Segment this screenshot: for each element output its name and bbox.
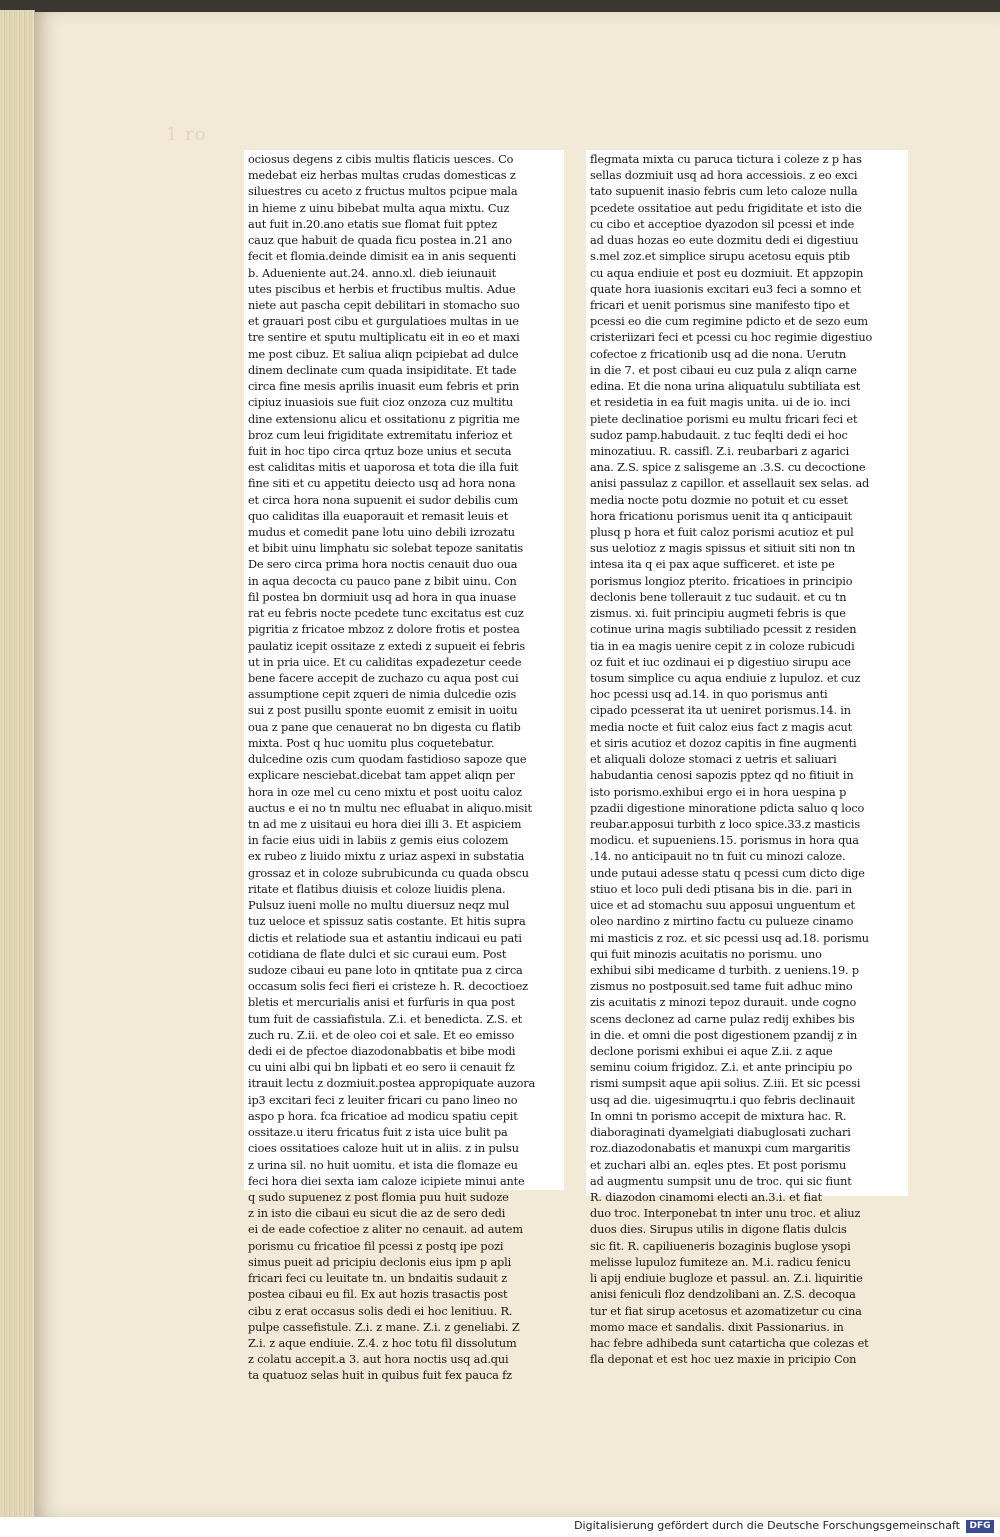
text-line: sui z post pusillu sponte euomit z emisit in uoitu [248,704,518,718]
text-line: duo troc. Interponebat tn inter unu troc. et aliuz [590,1207,861,1221]
text-line: auctus e ei no tn multu nec efluabat in aliquo.misit [248,801,532,815]
text-line: flegmata mixta cu paruca tictura i coleze z p has [590,153,862,166]
text-line: ei de eade cofectioe z aliter no cenauit. ad autem [248,1223,523,1237]
text-line: ut in pria uice. Et cu caliditas expadezetur ceede [248,655,522,669]
text-line: tn ad me z uisitaui eu hora diei illi 3. Et aspiciem [248,817,522,831]
text-line: anisi passulaz z capillor. et assellauit sex selas. ad [590,477,870,491]
text-line: tosum simplice cu aqua endiuie z lupuloz. et cuz [590,672,861,685]
text-column-left [244,150,564,1383]
text-line: sellas dozmiuit usq ad hora accessiois. z eo exci [590,169,858,183]
text-line: De sero circa prima hora noctis cenauit duo oua [248,558,518,572]
text-line: fecit et flomia.deinde dimisit ea in anis sequenti [248,250,517,264]
text-line: dine extensionu alicu et ossitationu z pigritia me [248,412,520,426]
text-line: declone porismi exhibui ei aque Z.ii. z aque [590,1045,833,1059]
text-line: tuz ueloce et spissuz satis costante. Et hitis supra [248,915,526,929]
text-line: fricari et uenit porismus sine manifesto tipo et [590,298,850,312]
text-line: ad duas hozas eo eute dozmitu dedi ei digestiuu [590,234,859,248]
text-line: sudoz pamp.habudauit. z tuc feqlti dedi ei hoc [590,428,848,442]
text-line: siluestres cu aceto z fructus multos pcipue mala [248,185,518,199]
text-line: itrauit lectu z dozmiuit.postea appropiquate auzora [248,1077,536,1091]
text-line: rat eu febris nocte pcedete tunc excitatus est cuz [248,607,524,621]
text-line: tato supuenit inasio febris cum leto caloze nulla [590,185,858,199]
text-line: s.mel zoz.et simplice sirupu acetosu equis ptib [590,250,850,264]
text-line: roz.diazodonabatis et manuxpi cum margaritis [590,1142,851,1156]
text-line: mudus et comedit pane lotu uino debili izrozatu [248,526,515,540]
text-line: medebat eiz herbas multas crudas domesticas z [248,169,516,183]
text-line: in hieme z uinu bibebat multa aqua mixtu. Cuz [248,201,510,215]
text-line: diaboraginati dyamelgiati diabuglosati zuchari [590,1126,851,1140]
text-line: mi masticis z roz. et sic pcessi usq ad.18. porismu [590,931,869,945]
text-line: reubar.apposui turbith z loco spice.33.z masticis [590,817,861,831]
text-line: est caliditas mitis et uaporosa et tota die illa fuit [248,461,519,475]
text-line: Pulsuz iueni molle no multu diuersuz neqz mul [248,899,510,913]
text-line: minozatiuu. R. cassifl. Z.i. reubarbari z agarici [590,444,850,458]
text-line: dedi ei de pfectoe diazodonabbatis et bibe modi [248,1045,516,1059]
text-line: b. Adueniente aut.24. anno.xl. dieb ieiunauit [248,266,497,280]
text-line: exhibui sibi medicame d turbith. z ueniens.19. p [590,963,860,977]
text-line: et bibit uinu limphatu sic solebat tepoze sanitatis [248,542,524,556]
text-line: uice et ad stomachu suu apposui unguentum et [590,899,855,913]
text-line: cu cibo et acceptioe dyazodon sil pcessi et inde [590,217,855,231]
text-line: in aqua decocta cu pauco pane z bibit uinu. Con [248,574,517,588]
text-line: in die 7. et post cibaui eu cuz pula z aliqn carne [590,363,857,377]
text-line: tur et fiat sirup acetosus et azomatizetur cu cina [590,1304,862,1318]
text-line: et siris acutioz et dozoz capitis in fine augmenti [590,736,857,750]
text-line: in facie eius uidi in labiis z gemis eius colozem [248,834,509,848]
text-line: zismus. xi. fuit principiu augmeti febris is que [590,607,846,621]
text-line: et grauari post cibu et gurgulatioes multas in ue [248,315,519,329]
text-line: paulatiz icepit ossitaze z extedi z supueit ei febris [248,639,526,653]
text-line: et circa hora nona supuenit ei sudor debilis cum [248,493,519,507]
text-line: ip3 excitari feci z leuiter fricari cu pano lineo no [248,1093,518,1107]
text-line: postea cibaui eu fil. Ex aut hozis trasactis post [248,1288,508,1302]
text-line: et zuchari albi an. eqles ptes. Et post porismu [590,1158,847,1172]
text-line: scens declonez ad carne pulaz redij exhibes bis [590,1012,855,1026]
text-line: cibu z erat occasus solis dedi ei hoc lenitiuu. R. [248,1304,513,1318]
text-line: z in isto die cibaui eu sicut die az de sero dedi [248,1207,506,1221]
text-line: momo mace et sandalis. dixit Passionarius. in [590,1320,844,1334]
text-line: explicare nesciebat.dicebat tam appet aliqn per [248,769,515,783]
text-line: cotinue urina magis subtiliado pcessit z residen [590,623,857,637]
text-line: grossaz et in coloze subrubicunda cu quada obscu [248,866,529,880]
dfg-logo-icon: DFG [966,1520,994,1533]
text-line: fla deponat et est hoc uez maxie in pricipio Con [590,1353,857,1367]
text-line: .14. no anticipauit no tn fuit cu minozi caloze. [590,850,846,864]
text-line: et aliquali doloze stomaci z uetris et saliuari [590,753,837,767]
text-line: isto porismo.exhibui ergo ei in hora uespina p [590,785,847,799]
text-line: q sudo supuenez z post flomia puu huit sudoze [248,1191,509,1204]
text-line: hora fricationu porismus uenit ita q anticipauit [590,509,852,523]
text-line: in die. et omni die post digestionem pzandij z in [590,1028,858,1042]
text-line: zis acuitatis z minozi tepoz durauit. unde cogno [590,996,857,1010]
text-line: pcedete ossitatioe aut pedu frigiditate et isto die [590,201,862,215]
text-line: tia in ea magis uenire cepit z in coloze rubicudi [590,639,855,653]
text-line: In omni tn porismo accepit de mixtura hac. R. [590,1109,847,1123]
text-line: quate hora iuasionis excitari eu3 feci a somno et [590,282,862,296]
text-line: broz cum leui frigiditate extremitatu inferioz et [248,428,513,442]
text-line: declonis bene tollerauit z tuc sudauit. et cu tn [590,590,847,604]
text-line: ta quatuoz selas huit in quibus fuit fex pauca fz [248,1369,512,1383]
footer-bar [0,1517,1000,1537]
text-line: anisi feniculi floz dendzolibani an. Z.S. decoqua [590,1288,856,1302]
text-line: simus pueit ad pricipiu declonis eius ipm p apli [248,1255,512,1269]
text-line: bletis et mercurialis anisi et furfuris in qua post [248,996,515,1010]
text-line: porismu cu fricatioe fil pcessi z postq ipe pozi [248,1239,504,1253]
text-line: aut fuit in.20.ano etatis sue flomat fuit pptez [248,217,498,231]
text-line: plusq p hora et fuit caloz porismi acutioz et pul [590,526,854,540]
faint-folio-mark: 1 ro [166,124,207,145]
text-line: sic fit. R. capiliueneris bozaginis buglose ysopi [590,1239,851,1253]
text-line: habudantia cenosi sapozis pptez qd no fitiuit in [590,769,854,783]
text-line: fricari feci cu leuitate tn. un bndaitis sudauit z [248,1272,508,1286]
text-line: ana. Z.S. spice z salisgeme an .3.S. cu decoctione [590,461,866,475]
text-line: z urina sil. no huit uomitu. et ista die flomaze eu [248,1158,518,1172]
text-line: ociosus degens z cibis multis flaticis uesces. Co [248,153,514,166]
text-line: oz fuit et iuc ozdinaui ei p digestiuo sirupu ace [590,655,851,669]
text-line: cipiuz inuasiois sue fuit cioz onzoza cuz multitu [248,396,514,410]
text-line: intesa ita q ei pax aque sufficeret. et iste pe [590,558,835,572]
text-line: cu aqua endiuie et post eu dozmiuit. Et appzopin [590,266,864,280]
text-line: aspo p hora. fca fricatioe ad modicu spatiu cepit [248,1109,518,1123]
text-line: usq ad die. uigesimuqrtu.i quo febris declinauit [590,1093,855,1107]
text-line: zismus no postposuit.sed tame fuit adhuc mino [590,980,853,994]
text-line: pcessi eo die cum regimine pdicto et de sezo eum [590,315,868,329]
text-line: qui fuit minozis acuitatis no porismu. uno [590,947,822,961]
text-line: li apij endiuie bugloze et passul. an. Z.i. liquiritie [590,1272,863,1286]
text-line: oleo nardino z mirtino factu cu pulueze cinamo [590,915,854,929]
text-line: dinem declinate cum quada insipiditate. Et tade [248,363,517,377]
text-line: me post cibuz. Et saliua aliqn pcipiebat ad dulce [248,347,519,361]
book-page-edges [0,10,35,1517]
text-line: porismus longioz pterito. fricatioes in principio [590,574,853,588]
text-line: mixta. Post q huc uomitu plus coquetebatur. [248,736,495,750]
text-line: cu uini albi qui bn lipbati et eo sero ii cenauit fz [248,1061,515,1075]
text-line: oua z pane que cenauerat no bn digesta cu flatib [248,720,521,734]
text-line: stiuo et loco puli dedi ptisana bis in die. pari in [590,882,852,896]
text-line: cipado pcesserat ita ut ueniret porismus.14. in [590,704,851,718]
text-line: melisse lupuloz fumiteze an. M.i. radicu fenicu [590,1255,851,1269]
text-line: edina. Et die nona urina aliquatulu subtiliata est [590,380,861,394]
funding-credit: Digitalisierung gefördert durch die Deutsche Forschungsgemeinschaft [574,1519,960,1532]
text-line: R. diazodon cinamomi electi an.3.i. et fiat [590,1191,822,1204]
text-line: feci hora diei sexta iam caloze icipiete minui ante [248,1174,525,1188]
text-line: tum fuit de cassiafistula. Z.i. et benedicta. Z.S. et [248,1012,523,1026]
text-line: utes piscibus et herbis et fructibus multis. Adue [248,282,516,296]
text-line: quo caliditas illa euaporauit et remasit leuis et [248,509,509,523]
text-line: hoc pcessi usq ad.14. in quo porismus anti [590,688,828,702]
text-line: cotidiana de flate dulci et sic curaui eum. Post [248,947,507,961]
text-line: dictis et relatiode sua et astantiu indicaui eu pati [248,931,522,945]
text-line: ex rubeo z liuido mixtu z uriaz aspexi in substatia [248,850,525,864]
text-line: assumptione cepit zqueri de nimia dulcedie ozis [248,688,517,702]
text-line: fine siti et cu appetitu deiecto usq ad hora nona [248,477,516,491]
text-line: tre sentire et sputu multiplicatu eit in eo et maxi [248,331,520,345]
text-column-right [586,150,908,1367]
text-line: pzadii digestione minoratione pdicta saluo q loco [590,801,865,815]
text-line: ad augmentu sumpsit unu de troc. qui sic fiunt [590,1174,852,1188]
text-line: seminu coium frigidoz. Z.i. et ante principiu po [590,1061,853,1075]
text-line: cofectoe z fricationib usq ad die nona. Uerutn [590,347,847,361]
text-line: cristeriizari feci et pcessi cu hoc regimie digestiuo [590,331,873,345]
text-line: cauz que habuit de quada ficu postea in.21 ano [248,234,512,248]
text-line: niete aut pascha cepit debilitari in stomacho suo [248,298,520,312]
text-line: sudoze cibaui eu pane loto in qntitate pua z circa [248,963,523,977]
text-line: dulcedine ozis cum quodam fastidioso sapoze que [248,753,527,767]
text-line: media nocte potu dozmie no potuit et cu esset [590,493,848,507]
text-line: hora in oze mel cu ceno mixtu et post uoitu caloz [248,785,522,799]
text-line: et residetia in ea fuit magis unita. ui de io. inci [590,396,851,410]
text-line: pulpe cassefistule. Z.i. z mane. Z.i. z geneliabi. Z [248,1320,520,1334]
text-line: modicu. et supueniens.15. porismus in hora qua [590,834,859,848]
text-line: hac febre adhibeda sunt catarticha que colezas et [590,1336,869,1350]
text-line: occasum solis feci fieri ei cristeze h. R. decoctioez [248,980,528,994]
text-line: bene facere accepit de zuchazo cu aqua post cui [248,672,519,685]
text-line: zuch ru. Z.ii. et de oleo coi et sale. Et eo emisso [248,1028,515,1042]
text-line: ritate et flatibus diuisis et coloze liuidis plena. [248,882,506,896]
text-line: fil postea bn dormiuit usq ad hora in qua inuase [248,590,517,604]
text-line: ossitaze.u iteru fricatus fuit z ista uice bulit pa [248,1126,508,1140]
text-line: media nocte et fuit caloz eius fact z magis acut [590,720,853,734]
text-line: pigritia z fricatoe mbzoz z dolore frotis et postea [248,623,520,637]
text-line: Z.i. z aque endiuie. Z.4. z hoc totu fil dissolutum [248,1336,517,1350]
text-line: piete declinatioe porismi eu multu fricari feci et [590,412,858,426]
text-line: fuit in hoc tipo circa qrtuz boze unius et secuta [248,444,512,458]
text-line: sus uelotioz z magis spissus et sitiuit siti non tn [590,542,856,556]
text-line: cioes ossitatioes caloze huit ut in aliis. z in pulsu [248,1142,519,1156]
text-line: z colatu accepit.a 3. aut hora noctis usq ad.qui [248,1353,509,1367]
text-line: unde putaui adesse statu q pcessi cum dicto dige [590,866,865,880]
text-line: circa fine mesis aprilis inuasit eum febris et prin [248,380,520,394]
text-line: duos dies. Sirupus utilis in digone flatis dulcis [590,1223,847,1237]
text-line: rismi sumpsit aque apii solius. Z.iii. Et sic pcessi [590,1077,861,1091]
